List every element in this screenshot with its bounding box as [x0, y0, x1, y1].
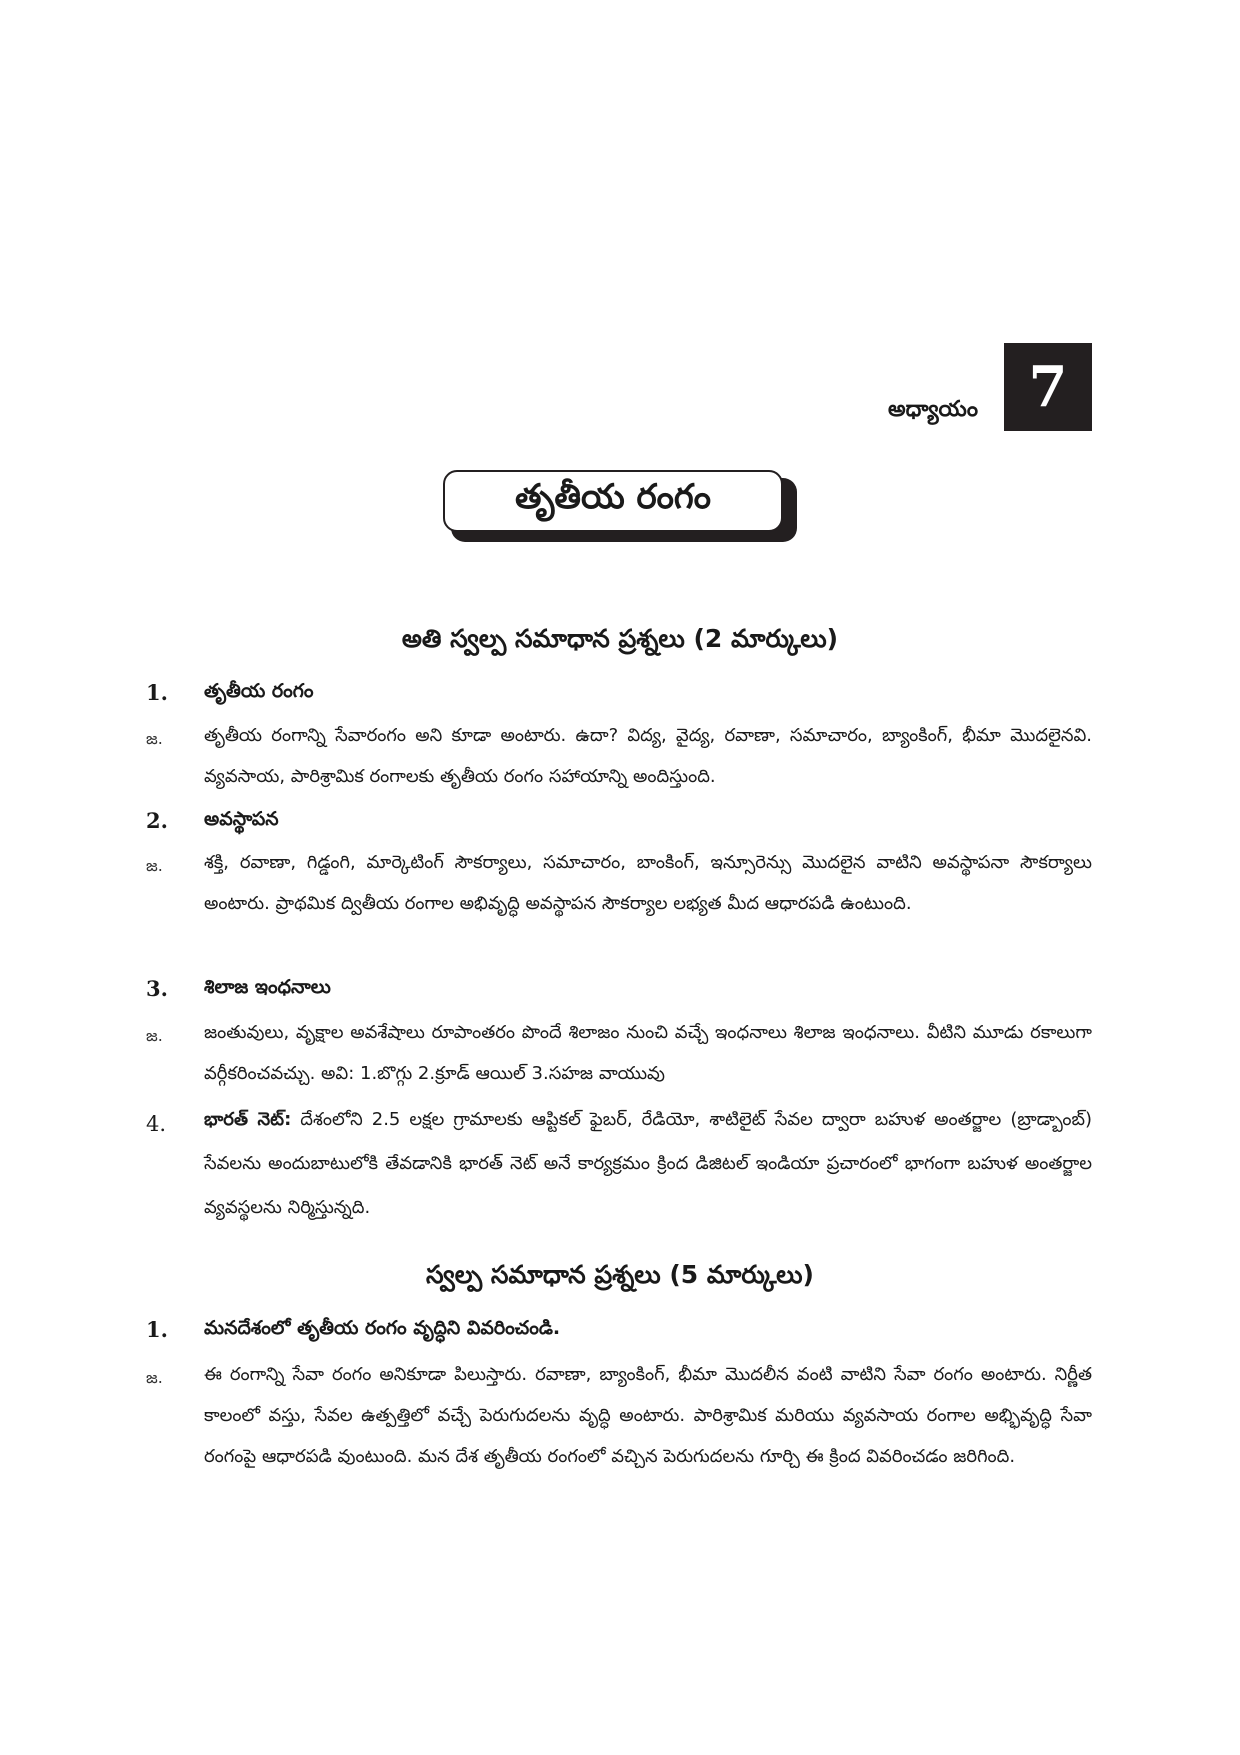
chapter-title: తృతీయ రంగం [443, 470, 783, 532]
chapter-number-box: 7 [1004, 343, 1092, 431]
question-number: 3. [146, 976, 168, 1001]
bharat-net-paragraph [204, 1098, 1092, 1230]
answer-label: జ. [146, 1026, 163, 1045]
answer-text: జంతువులు, వృక్షాల అవశేషాలు రూపాంతరం పొందే శిలాజం నుంచి వచ్చే ఇంధనాలు శిలాజ ఇంధనాలు. వీటిని మూడు రకాలుగా వర్గీకరించవచ్చు. అవి: 1.బొగ్గు 2.క్రూడ్ ఆయిల్ 3.సహజ వాయువు [204, 1022, 1092, 1084]
question-number: 2. [146, 808, 168, 833]
question-title: తృతీయ రంగం [204, 680, 314, 702]
answer-text: తృతీయ రంగాన్ని సేవారంగం అని కూడా అంటారు. ఉదా? విద్య, వైద్య, రవాణా, సమాచారం, బ్యాంకింగ్, భీమా మొదలైనవి. వ్యవసాయ, పారిశ్రామిక రంగాలకు తృతీయ రంగం సహాయాన్ని అందిస్తుంది. [204, 725, 1092, 787]
answer-label: జ. [146, 729, 163, 748]
bharat-net-term: భారత్ నెట్: [204, 1109, 292, 1130]
question-number: 1. [146, 1317, 168, 1342]
answer-text: ఈ రంగాన్ని సేవా రంగం అనికూడా పిలుస్తారు. రవాణా, బ్యాంకింగ్, భీమా మొదలీన వంటి వాటిని సేవా రంగం అంటారు. నిర్ణీత కాలంలో వస్తు, సేవల ఉత్పత్తిలో వచ్చే పెరుగుదలను వృద్ధి అంటారు. పారిశ్రామిక మరియు వ్యవసాయ రంగాల అభ్భివృద్ధి సేవా రంగంపై ఆధారపడి వుంటుంది. మన దేశ తృతీయ రంగంలో వచ్చిన పెరుగుదలను గూర్చి ఈ క్రింద వివరించడం జరిగింది. [204, 1364, 1092, 1467]
section-heading-2-marks: అతి స్వల్ప సమాధాన ప్రశ్నలు (2 మార్కులు) [401, 624, 839, 653]
question-number: 4. [146, 1112, 167, 1136]
answer-label: జ. [146, 856, 163, 875]
question-number: 1. [146, 680, 168, 705]
question-title: మనదేశంలో తృతీయ రంగం వృద్ధిని వివరించండి. [204, 1317, 561, 1339]
answer-text: శక్తి, రవాణా, గిడ్డంగి, మార్కెటింగ్ సౌకర్యాలు, సమాచారం, బాంకింగ్, ఇన్సూరెన్సు మొదలైన వాటిని అవస్థాపనా సౌకర్యాలు అంటారు. ప్రాథమిక ద్వితీయ రంగాల అభివృద్ధి అవస్థాపన సౌకర్యాల లభ్యత మీద ఆధారపడి ఉంటుంది. [204, 852, 1092, 914]
section-heading-5-marks: స్వల్ప సమాధాన ప్రశ్నలు (5 మార్కులు) [426, 1260, 814, 1289]
chapter-label: అధ్యాయం [888, 397, 979, 422]
answer-label: జ. [146, 1368, 163, 1387]
question-title: శిలాజ ఇంధనాలు [204, 976, 331, 998]
question-title: అవస్థాపన [204, 808, 279, 830]
answer-text: దేశంలోని 2.5 లక్షల గ్రామాలకు ఆప్టికల్ ఫైబర్, రేడియో, శాటిలైట్ సేవల ద్వారా బహుళ అంతర్జాల (బ్రాడ్బాంబ్) సేవలను అందుబాటులోకి తేవడానికి భారత్ నెట్ అనే కార్యక్రమం క్రింద డిజిటల్ ఇండియా ప్రచారంలో భాగంగా బహుళ అంతర్జాల వ్యవస్థలను నిర్మిస్తున్నది. [204, 1109, 1092, 1218]
